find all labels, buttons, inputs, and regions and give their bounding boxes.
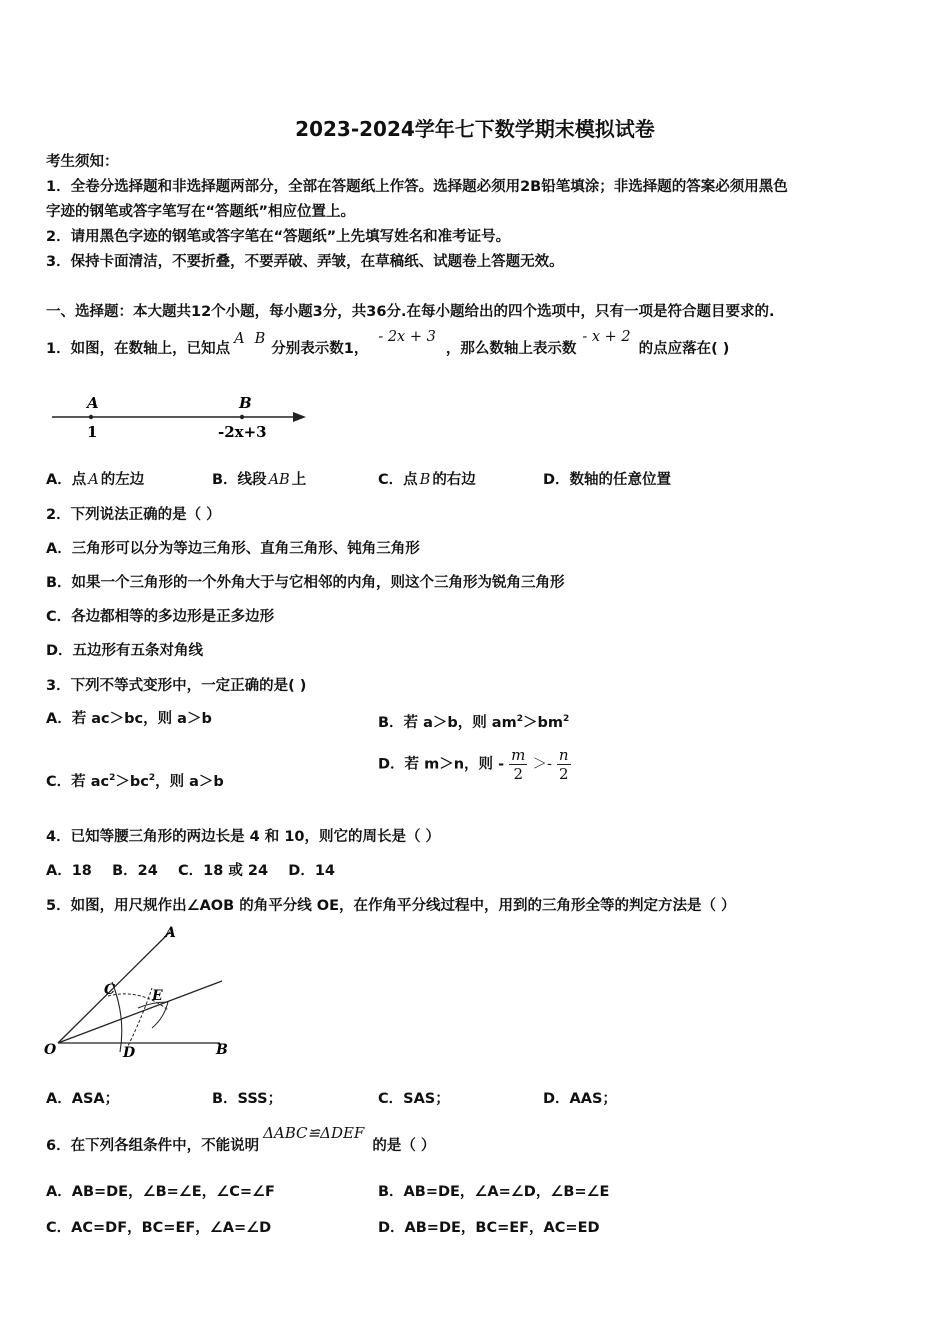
fig-label-a: A	[87, 394, 99, 412]
fraction-n-over-2: $\frac{n}{2}$	[558, 746, 569, 783]
q2-option-d: D．五边形有五条对角线	[46, 643, 204, 659]
q4-options: A．18 B．24 C．18 或 24 D．14	[46, 863, 336, 879]
angle-bisector-figure	[40, 922, 240, 1067]
fig-label-e: E	[152, 988, 163, 1004]
notice-heading: 考生须知：	[46, 154, 119, 170]
congruence-expr: ΔABC≌ΔDEF	[263, 1124, 365, 1142]
question-3-stem: 3．下列不等式变形中，一定正确的是( )	[46, 678, 307, 694]
notice-item: 3．保持卡面清洁，不要折叠，不要弄破、弄皱，在草稿纸、试题卷上答题无效。	[46, 254, 564, 270]
q5-option-a: A．ASA；	[46, 1091, 120, 1107]
q2-option-b: B．如果一个三角形的一个外角大于与它相邻的内角，则这个三角形为锐角三角形	[46, 575, 565, 591]
q5-option-b: B．SSS；	[212, 1091, 283, 1107]
arrow-head-icon	[293, 412, 306, 422]
q5-option-c: C．SAS；	[378, 1091, 450, 1107]
q5-option-d: D．AAS；	[543, 1091, 617, 1107]
q1-option-c: C．点 B 的右边	[378, 472, 476, 488]
q6-option-c: C．AC=DF，BC=EF，∠A=∠D	[46, 1220, 272, 1236]
expr-minus-2x-plus-3: - 2x + 3	[378, 329, 436, 345]
q6-option-b: B．AB=DE，∠A=∠D，∠B=∠E	[378, 1184, 610, 1200]
q1-option-a: A．点 A 的左边	[46, 472, 145, 488]
q2-option-c: C．各边都相等的多边形是正多边形	[46, 609, 275, 625]
q3-option-c: C．若 $ac^2>bc^2$，则 a＞b	[46, 773, 224, 790]
question-5-stem: 5．如图，用尺规作出∠AOB 的角平分线 OE，在作角平分线过程中，用到的三角形全等的判定方法是（ ）	[46, 898, 736, 914]
number-line-figure	[46, 388, 316, 444]
fig-label-c: C	[104, 982, 116, 998]
fig-label-b: B	[216, 1042, 228, 1058]
fig-label-a: A	[165, 925, 176, 941]
fig-label-d: D	[123, 1045, 136, 1061]
q1-option-b: B．线段 AB 上	[212, 472, 307, 488]
notice-item: 2．请用黑色字迹的钢笔或答字笔在“答题纸”上先填写姓名和准考证号。	[46, 229, 511, 245]
expr-minus-x-plus-2: - x + 2	[582, 329, 631, 345]
point-a-label: A	[234, 331, 245, 347]
section-heading: 一、选择题：本大题共12个小题，每小题3分，共36分.在每小题给出的四个选项中，只有一项是符合题目要求的.	[46, 304, 775, 320]
question-6-stem: 6．在下列各组条件中，不能说明ΔABC≌ΔDEF的是（ ）	[46, 1124, 436, 1154]
fraction-m-over-2: $\frac{m}{2}$	[511, 746, 526, 783]
point-b-label: B	[254, 331, 266, 347]
arc-from-d	[126, 988, 152, 1050]
notice-item: 字迹的钢笔或答字笔写在“答题纸”相应位置上。	[46, 204, 356, 220]
question-4-stem: 4．已知等腰三角形的两边长是 4 和 10，则它的周长是（ ）	[46, 829, 441, 845]
q6-option-a: A．AB=DE，∠B=∠E，∠C=∠F	[46, 1184, 275, 1200]
arc-intersection	[138, 1002, 168, 1028]
q3-option-d: D．若 m＞n，则 - $\frac{m}{2}$ ＞- $\frac{n}{2}$	[378, 746, 569, 783]
point-b-dot	[240, 415, 244, 419]
fig-label-o: O	[44, 1042, 57, 1058]
question-2-stem: 2．下列说法正确的是（ ）	[46, 507, 221, 523]
q2-option-a: A．三角形可以分为等边三角形、直角三角形、钝角三角形	[46, 541, 420, 557]
point-a-dot	[89, 415, 93, 419]
q3-option-b: B．若 a＞b，则 $am^2>bm^2$	[378, 714, 570, 731]
fig-label-one: 1	[87, 423, 98, 441]
q3-option-a: A．若 ac＞bc，则 a＞b	[46, 711, 212, 727]
fig-label-expr: -2x+3	[218, 423, 267, 441]
page-title: 2023-2024学年七下数学期末模拟试卷	[295, 117, 655, 141]
q1-option-d: D．数轴的任意位置	[543, 472, 672, 488]
question-1-stem: 1．如图，在数轴上，已知点A B分别表示数1，- 2x + 3，那么数轴上表示数- x + 2的点应落在( )	[46, 329, 730, 357]
q6-option-d: D．AB=DE，BC=EF，AC=ED	[378, 1220, 600, 1236]
fig-label-b: B	[239, 394, 252, 412]
notice-item: 1．全卷分选择题和非选择题两部分，全部在答题纸上作答。选择题必须用2B铅笔填涂；非选择题的答案必须用黑色	[46, 179, 788, 195]
ray-oe	[58, 981, 222, 1043]
